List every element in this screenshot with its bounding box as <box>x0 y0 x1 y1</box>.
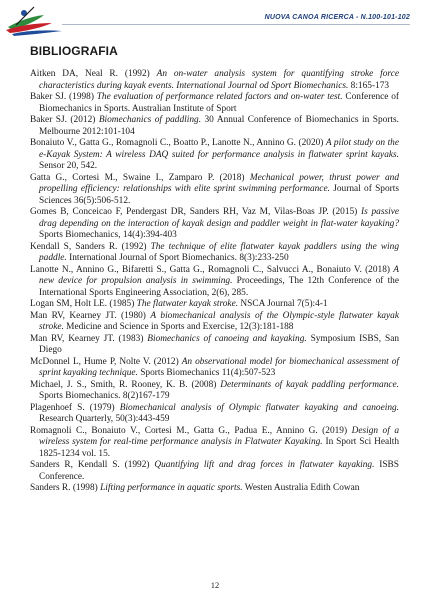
reference-source: Research Quarterly, 50(3):443-459 <box>39 414 170 424</box>
reference-source: 30 Annual Conference of Biomechanics in Sports. Melbourne 2012:101-104 <box>39 115 399 137</box>
reference-authors: Gatta G., Cortesi M., Swaine I., Zamparo P. (2018) <box>30 172 250 183</box>
reference-authors: Man RV, Kearney JT. (1980) <box>30 310 151 321</box>
reference-authors: Sanders R. (1998) <box>30 483 101 493</box>
section-heading: BIBLIOGRAFIA <box>30 44 118 58</box>
reference-item <box>30 483 399 495</box>
reference-item <box>30 242 399 265</box>
reference-title: An on-water analysis system for quantifying stroke force characteristics during kayak events. International Journal od Sport Biomechanics. <box>39 69 399 91</box>
reference-authors: Gomes B, Conceicao F, Pendergast DR, Sanders RH, Vaz M, Vilas-Boas JP. (2015) <box>30 207 362 217</box>
reference-item <box>30 426 399 461</box>
reference-authors: Plagenhoef S. (1979) <box>30 402 120 413</box>
reference-title: Is passive drag depending on the interaction of kayak design and paddler weight in flat-water kayaking? <box>39 207 399 229</box>
reference-item <box>30 138 399 173</box>
reference-authors: Romagnoli C., Bonaiuto V., Cortesi M., Gatta G., Padua E., Annino G. (2019) <box>30 425 352 436</box>
reference-source: Conference of Biomechanics in Sports. Australian Institute of Sport <box>39 92 399 114</box>
reference-authors: Sanders R, Kendall S. (1992) <box>30 460 155 470</box>
reference-title: A new device for propulsion analysis in swimming. <box>39 264 399 286</box>
reference-source: Sports Biomechanics 11(4):507-523 <box>137 368 276 378</box>
page-number: 12 <box>210 580 220 590</box>
reference-item <box>30 311 399 334</box>
reference-source: NSCA Journal 7(5):4-1 <box>238 299 328 309</box>
reference-item <box>30 92 399 115</box>
reference-authors: Bonaiuto V., Gatta G., Romagnoli C., Boatto P., Lanotte N., Annino G. (2020) <box>30 138 326 148</box>
reference-source: Sports Biomechanics, 14(4):394-403 <box>39 230 177 240</box>
header-divider <box>62 24 410 25</box>
journal-title: NUOVA CANOA RICERCA - N.100-101-102 <box>264 14 410 21</box>
reference-source: Sports Biomechanics. 8(2)167-179 <box>39 391 170 401</box>
reference-title: The flatwater kayak stroke. <box>136 299 239 309</box>
reference-title: A biomechanical analysis of the Olympic-style flatwater kayak stroke. <box>39 310 399 332</box>
canoe-logo-icon <box>4 3 64 37</box>
reference-title: The evaluation of performance related factors and on-water test. <box>96 92 343 102</box>
reference-source: ISBS Conference. <box>39 460 399 482</box>
reference-source: International Journal of Sport Biomechanics. 8(3):233-250 <box>66 253 289 263</box>
reference-title: The technique of elite flatwater kayak paddlers using the wing paddle. <box>39 241 399 263</box>
reference-item <box>30 207 399 242</box>
reference-title: Biomechanics of canoeing and kayaking. <box>147 333 307 344</box>
reference-authors: Lanotte N., Annino G., Bifaretti S., Gatta G., Romagnoli C., Salvucci A., Bonaiuto V. (2018) <box>30 264 394 275</box>
reference-source: Sensor 20, 542. <box>39 161 98 171</box>
reference-item <box>30 299 399 311</box>
reference-source: In Sport Sci Health 1825-1234 vol. 15. <box>39 437 399 459</box>
reference-source: Symposium ISBS, San Diego <box>39 333 400 355</box>
reference-list <box>30 69 399 495</box>
reference-item <box>30 334 399 357</box>
reference-authors: Baker SJ. (2012) <box>30 115 99 125</box>
reference-authors: Aitken DA, Neal R. (1992) <box>30 69 157 79</box>
reference-source: Medicine and Science in Sports and Exercise, 12(3):181-188 <box>63 322 294 332</box>
reference-item <box>30 265 399 300</box>
reference-item <box>30 115 399 138</box>
reference-authors: Baker SJ. (1998) <box>30 92 97 102</box>
reference-title: Mechanical power, thrust power and propelling efficiency: relationships with elite sprint swimming performance. <box>39 172 399 194</box>
reference-item <box>30 173 399 208</box>
reference-title: A pilot study on the e-Kayak System: A wireless DAQ suited for performance analysis in flatwater sprint kayaks. <box>39 138 399 160</box>
reference-source: Proceedings, The 12th Conference of the International Sports Engineering Association, 2(6), 285. <box>39 276 400 298</box>
reference-title: An observational model for biomechanical assessment of sprint kayaking technique. <box>39 356 399 378</box>
reference-source: 8:165-173 <box>348 80 390 91</box>
reference-item <box>30 403 399 426</box>
reference-authors: Logan SM, Holt LE. (1985) <box>30 299 137 309</box>
reference-title: Quantifying lift and drag forces in flatwater kayaking. <box>154 460 375 470</box>
reference-item <box>30 357 399 380</box>
reference-title: Lifting performance in aquatic sports. <box>100 483 243 493</box>
reference-source: Westen Australia Edith Cowan <box>242 483 360 493</box>
reference-authors: Kendall S, Sanders R. (1992) <box>30 241 151 252</box>
reference-authors: McDonnel L, Hume P, Nolte V. (2012) <box>30 356 182 367</box>
reference-authors: Man RV, Kearney JT. (1983) <box>30 333 148 344</box>
reference-title: Biomechanics of paddling. <box>98 115 202 125</box>
reference-item <box>30 460 399 483</box>
reference-authors: Michael, J. S., Smith, R. Rooney, K. B. (2008) <box>30 379 221 390</box>
reference-title: Design of a wireless system for real-time performance analysis in Flatwater Kayaking. <box>39 425 399 447</box>
reference-source: Journal of Sports Sciences 36(5):506-512. <box>39 184 399 206</box>
page-header <box>0 0 430 48</box>
reference-item <box>30 69 399 92</box>
reference-title: Biomechanical analysis of Olympic flatwater kayaking and canoeing. <box>119 402 399 413</box>
reference-title: Determinants of kayak paddling performance. <box>220 379 399 390</box>
reference-item <box>30 380 399 403</box>
